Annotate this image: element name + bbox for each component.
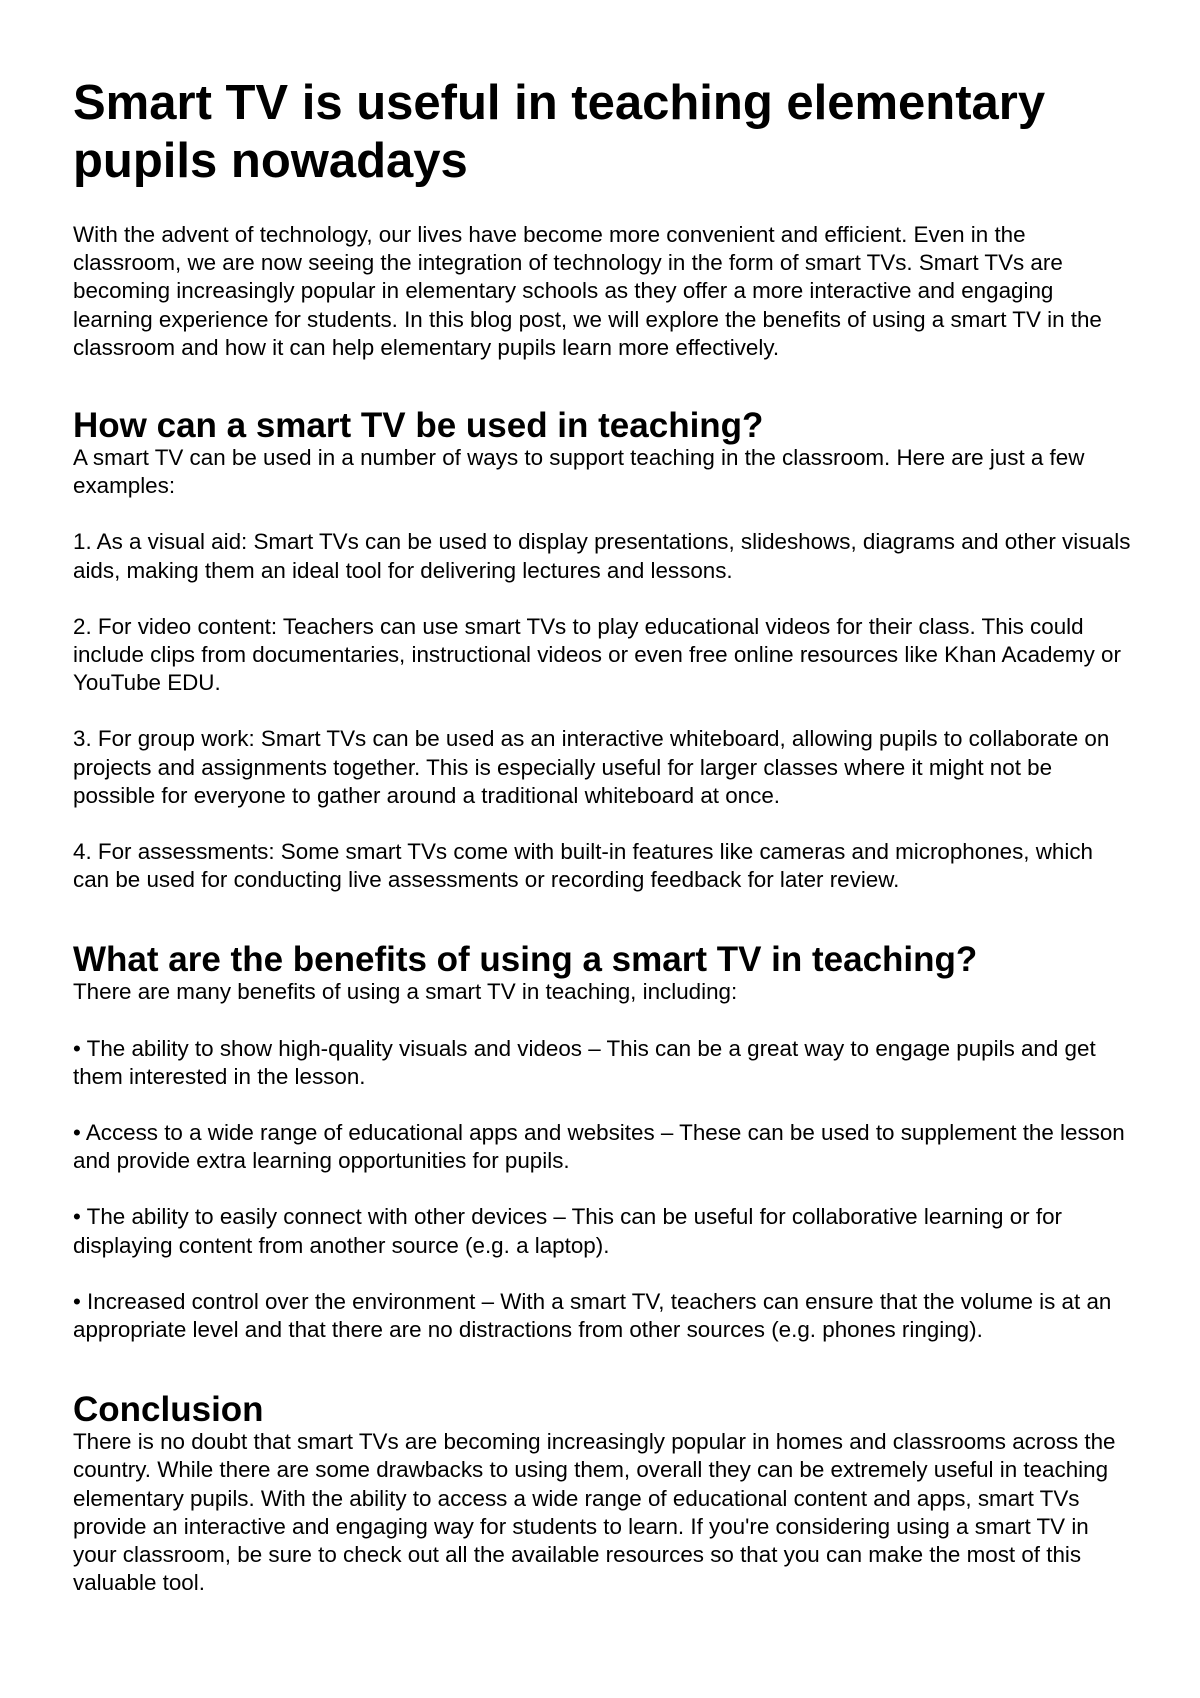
- intro-paragraph: With the advent of technology, our lives have become more convenient and efficient. Even in the classroom, we are now seeing the integration of technology in the form of smart TVs. Smart TVs are becoming increasingly popular in elementary schools as they offer a more interactive and engaging learning experience for students. In this blog post, we will explore the benefits of using a smart TV in the classroom and how it can help elementary pupils learn more effectively.: [73, 222, 1102, 360]
- list-item: 2. For video content: Teachers can use smart TVs to play educational videos for their class. This could include clips from documentaries, instructional videos or even free online resources like Khan Academy or YouTube EDU.: [73, 613, 1121, 696]
- page-title: Smart TV is useful in teaching elementary pupils nowadays: [73, 76, 1046, 188]
- section-paragraph: There is no doubt that smart TVs are becoming increasingly popular in homes and classrooms across the country. While there are some drawbacks to using them, overall they can be extremely useful in teaching elementary pupils. With the ability to access a wide range of educational content and apps, smart TVs provide an interactive and engaging way for students to learn. If you're considering using a smart TV in your classroom, be sure to check out all the available resources so that you can make the most of this valuable tool.: [73, 1429, 1116, 1596]
- section-benefits: [73, 942, 1134, 1344]
- section-paragraph: There are many benefits of using a smart TV in teaching, including:: [73, 979, 738, 1005]
- list-item: • The ability to show high-quality visuals and videos – This can be a great way to engage pupils and get them interested in the lesson.: [73, 1035, 1096, 1089]
- section-heading: What are the benefits of using a smart TV in teaching?: [73, 940, 978, 980]
- list-item: 1. As a visual aid: Smart TVs can be used to display presentations, slideshows, diagrams and other visuals aids, making them an ideal tool for delivering lectures and lessons.: [73, 529, 1131, 583]
- list-item: • The ability to easily connect with other devices – This can be useful for collaborative learning or for displaying content from another source (e.g. a laptop).: [73, 1204, 1062, 1258]
- section-heading: Conclusion: [73, 1390, 264, 1430]
- list-item: 4. For assessments: Some smart TVs come with built-in features like cameras and microphones, which can be used for conducting live assessments or recording feedback for later review.: [73, 839, 1093, 893]
- list-item: • Access to a wide range of educational apps and websites – These can be used to supplement the lesson and provide extra learning opportunities for pupils.: [73, 1120, 1125, 1174]
- section-uses: [73, 408, 1134, 894]
- list-item: 3. For group work: Smart TVs can be used as an interactive whiteboard, allowing pupils to collaborate on projects and assignments together. This is especially useful for larger classes where it might not be possible for everyone to gather around a traditional whiteboard at once.: [73, 726, 1110, 808]
- section-paragraph: A smart TV can be used in a number of ways to support teaching in the classroom. Here are just a few examples:: [73, 445, 1085, 499]
- list-item: • Increased control over the environment – With a smart TV, teachers can ensure that the volume is at an appropriate level and that there are no distractions from other sources (e.g. phones ringing).: [73, 1288, 1112, 1343]
- section-conclusion: [73, 1392, 1134, 1597]
- section-heading: How can a smart TV be used in teaching?: [73, 406, 764, 446]
